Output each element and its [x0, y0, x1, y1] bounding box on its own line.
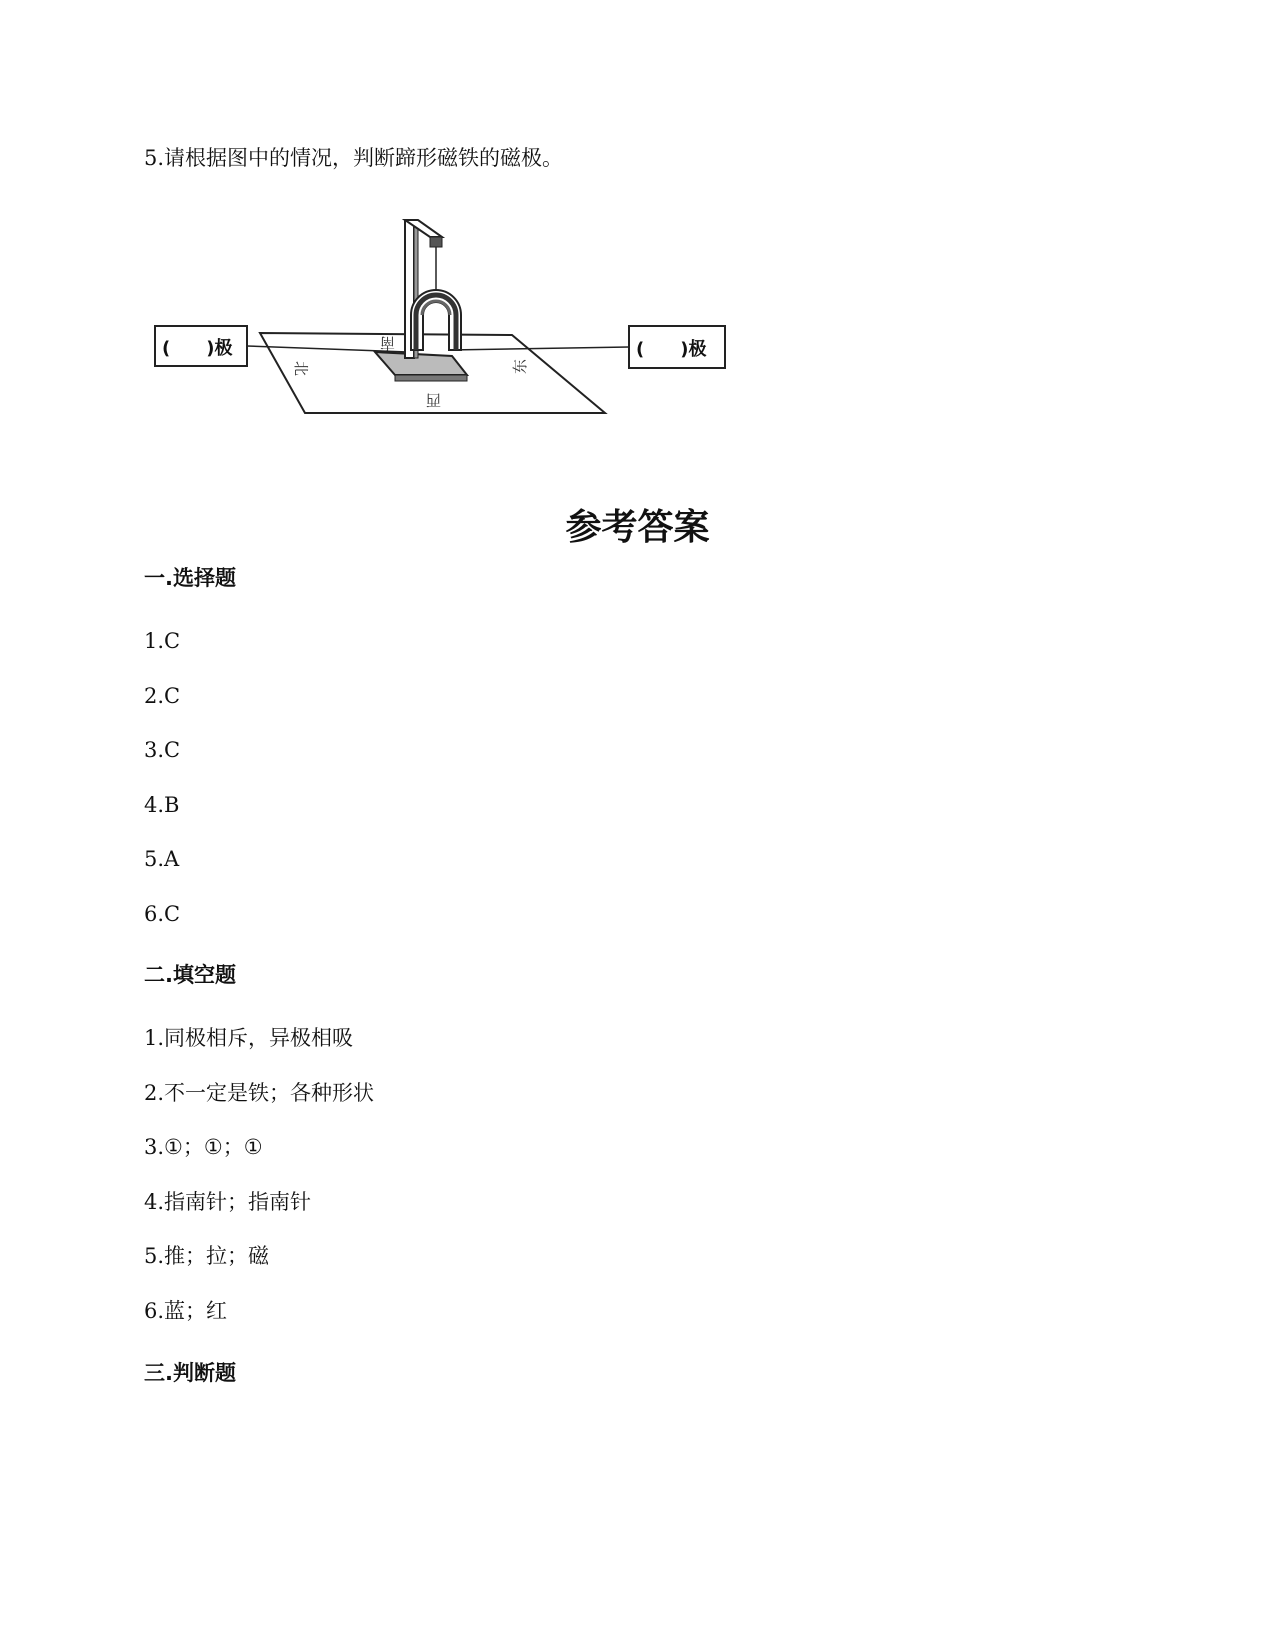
stand-base — [375, 352, 467, 375]
direction-north: 北 — [292, 361, 310, 377]
answer-item: 3.①；①；① — [144, 1135, 263, 1159]
stand-base-edge — [395, 375, 467, 381]
answer-item: 2.不一定是铁；各种形状 — [144, 1081, 375, 1105]
section-heading-judge: 三.判断题 — [144, 1361, 236, 1385]
question-text: 5.请根据图中的情况，判断蹄形磁铁的磁极。 — [144, 146, 564, 170]
answer-item: 5.A — [144, 847, 180, 871]
answer-item: 1.同极相斥，异极相吸 — [144, 1026, 354, 1050]
left-pole-label: ( )极 — [162, 338, 233, 359]
answer-item: 6.蓝；红 — [144, 1299, 228, 1323]
section-heading-fill: 二.填空题 — [144, 963, 236, 987]
direction-west: 西 — [425, 391, 441, 409]
stand-arm-end — [430, 237, 442, 247]
answer-item: 4.B — [144, 793, 180, 817]
answer-item: 4.指南针；指南针 — [144, 1190, 312, 1214]
answer-item: 6.C — [144, 902, 181, 926]
answer-item: 2.C — [144, 684, 181, 708]
answer-item: 1.C — [144, 629, 181, 653]
right-pointer-line — [450, 347, 629, 350]
answer-item: 5.推；拉；磁 — [144, 1244, 270, 1268]
horseshoe-magnet-figure — [150, 215, 770, 440]
direction-south: 南 — [379, 334, 395, 352]
right-pole-label: ( )极 — [636, 339, 707, 360]
answers-title: 参考答案 — [565, 507, 710, 548]
section-heading-choice: 一.选择题 — [144, 566, 236, 590]
direction-east: 东 — [511, 358, 529, 374]
answer-item: 3.C — [144, 738, 181, 762]
